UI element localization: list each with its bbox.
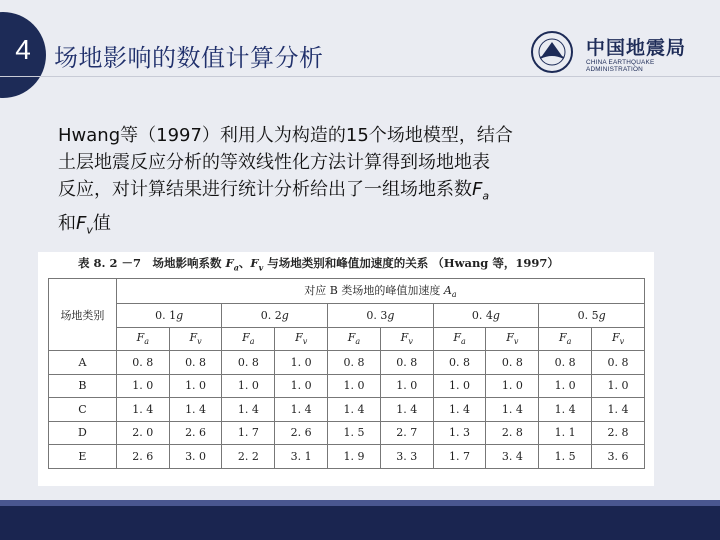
coefficient-cell: 1. 7 [433, 445, 486, 469]
coefficient-cell: 2. 6 [169, 421, 222, 445]
site-class-cell: C [49, 398, 117, 422]
coefficient-cell: 0. 8 [486, 351, 539, 375]
footer-band [0, 506, 720, 540]
coefficient-cell: 1. 7 [222, 421, 275, 445]
site-class-cell: D [49, 421, 117, 445]
pga-level-header: 0. 4g [433, 304, 539, 328]
coefficient-cell: 0. 8 [380, 351, 433, 375]
coef-header-fa: $F_a$ [433, 327, 486, 351]
coefficient-cell: 1. 9 [328, 445, 381, 469]
pga-level-header: 0. 2g [222, 304, 328, 328]
coefficient-cell: 3. 1 [275, 445, 328, 469]
coefficient-cell: 0. 8 [433, 351, 486, 375]
coefficient-cell: 1. 4 [433, 398, 486, 422]
coef-header-fv: $F_v$ [275, 327, 328, 351]
coef-header-fa: $F_a$ [328, 327, 381, 351]
table-figure [38, 252, 654, 486]
cea-logo [526, 30, 712, 74]
coefficient-cell: 1. 4 [116, 398, 169, 422]
pga-level-header: 0. 3g [328, 304, 434, 328]
coefficient-cell: 1. 0 [275, 374, 328, 398]
coef-header-fv: $F_v$ [592, 327, 645, 351]
coefficient-cell: 1. 5 [328, 421, 381, 445]
table-row [49, 374, 645, 398]
coefficient-cell: 1. 4 [222, 398, 275, 422]
coefficient-cell: 1. 0 [539, 374, 592, 398]
coefficient-cell: 0. 8 [328, 351, 381, 375]
coefficient-cell: 1. 4 [380, 398, 433, 422]
coefficient-cell: 1. 4 [592, 398, 645, 422]
coefficient-cell: 1. 0 [275, 351, 328, 375]
coefficient-cell: 3. 4 [486, 445, 539, 469]
coef-header-fa: $F_a$ [539, 327, 592, 351]
table-caption: 表 8. 2 －7 场地影响系数 $F_a$、$F_v$ 与场地类别和峰值加速度的关系 （Hwang 等，1997） [78, 256, 559, 273]
cea-seal-icon [526, 30, 578, 74]
title-divider [0, 76, 720, 77]
coefficient-cell: 1. 0 [169, 374, 222, 398]
coef-header-fa: $F_a$ [222, 327, 275, 351]
coefficient-cell: 1. 0 [380, 374, 433, 398]
coef-header-fv: $F_v$ [380, 327, 433, 351]
body-paragraph [58, 122, 658, 243]
logo-english-name: CHINA EARTHQUAKE ADMINISTRATION [586, 59, 655, 73]
coef-header-fa: $F_a$ [116, 327, 169, 351]
coefficient-cell: 1. 4 [328, 398, 381, 422]
site-class-cell: E [49, 445, 117, 469]
logo-chinese-name: 中国地震局 [586, 37, 687, 59]
coefficient-cell: 2. 8 [486, 421, 539, 445]
row-header: 场地类别 [49, 279, 117, 351]
group-header: 对应 B 类场地的峰值加速度 $A_a$ [116, 279, 644, 304]
pga-level-header: 0. 1g [116, 304, 222, 328]
coefficient-cell: 3. 6 [592, 445, 645, 469]
coefficient-cell: 3. 3 [380, 445, 433, 469]
pga-level-header: 0. 5g [539, 304, 645, 328]
body-line-4: 和$F_v$值 [58, 212, 111, 237]
coefficient-cell: 0. 8 [222, 351, 275, 375]
coefficient-cell: 2. 8 [592, 421, 645, 445]
coefficient-cell: 1. 0 [592, 374, 645, 398]
coefficient-cell: 1. 4 [275, 398, 328, 422]
body-line-1: Hwang等（1997）利用人为构造的15个场地模型，结合 [58, 125, 513, 146]
coefficient-cell: 1. 0 [116, 374, 169, 398]
table-row [49, 351, 645, 375]
coefficient-cell: 0. 8 [592, 351, 645, 375]
coefficient-cell: 1. 0 [486, 374, 539, 398]
coefficient-cell: 0. 8 [539, 351, 592, 375]
coefficient-cell: 2. 0 [116, 421, 169, 445]
coefficient-cell: 2. 7 [380, 421, 433, 445]
table-row [49, 398, 645, 422]
body-line-2: 土层地震反应分析的等效线性化方法计算得到场地地表 [58, 152, 490, 173]
site-class-cell: A [49, 351, 117, 375]
site-class-cell: B [49, 374, 117, 398]
coefficient-cell: 3. 0 [169, 445, 222, 469]
coefficient-cell: 1. 4 [539, 398, 592, 422]
slide-number: 4 [15, 34, 31, 65]
site-coefficient-table [48, 278, 645, 469]
coefficient-cell: 1. 1 [539, 421, 592, 445]
table-row [49, 445, 645, 469]
coef-header-fv: $F_v$ [169, 327, 222, 351]
coefficient-cell: 1. 0 [433, 374, 486, 398]
coefficient-cell: 1. 0 [328, 374, 381, 398]
coefficient-cell: 1. 3 [433, 421, 486, 445]
coefficient-cell: 1. 0 [222, 374, 275, 398]
coefficient-cell: 0. 8 [169, 351, 222, 375]
slide-title: 场地影响的数值计算分析 [54, 44, 324, 72]
body-line-3: 反应，对计算结果进行统计分析给出了一组场地系数$F_a$ [58, 179, 490, 203]
coefficient-cell: 2. 2 [222, 445, 275, 469]
coefficient-cell: 1. 5 [539, 445, 592, 469]
coefficient-cell: 0. 8 [116, 351, 169, 375]
coefficient-cell: 1. 4 [486, 398, 539, 422]
coefficient-cell: 2. 6 [275, 421, 328, 445]
coefficient-cell: 2. 6 [116, 445, 169, 469]
coefficient-cell: 1. 4 [169, 398, 222, 422]
coef-header-fv: $F_v$ [486, 327, 539, 351]
table-row [49, 421, 645, 445]
